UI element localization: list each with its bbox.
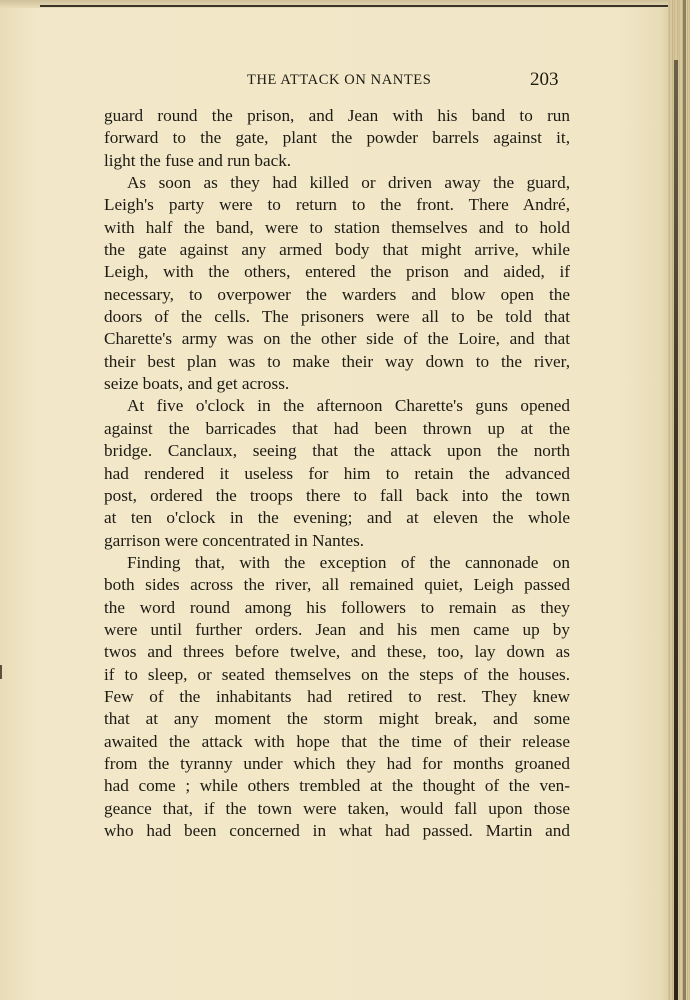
text-line: doors of the cells. The prisoners were all to be told that [104, 307, 570, 327]
text-line: the gate against any armed body that might arrive, while [104, 240, 570, 260]
text-line: forward to the gate, plant the powder barrels against it, [104, 128, 570, 148]
text-line: guard round the prison, and Jean with his band to run [104, 106, 570, 125]
text-line: who had been concerned in what had passed. Martin and [104, 821, 570, 840]
text-line: had rendered it useless for him to retain the advanced [104, 463, 570, 483]
text-line: Finding that, with the exception of the cannonade on [127, 552, 570, 572]
text-line: necessary, to overpower the warders and blow open the [104, 284, 570, 304]
text-line: twos and threes before twelve, and these, too, lay down as [104, 642, 570, 662]
text-line: seize boats, and get across. [104, 374, 290, 394]
text-line: Few of the inhabitants had retired to rest. They knew [104, 686, 570, 706]
text-line: were until further orders. Jean and his men came up by [104, 619, 570, 639]
binding-shadow [674, 60, 678, 1000]
text-line: light the fuse and run back. [104, 150, 292, 170]
text-line: if to sleep, or seated themselves on the steps of the houses. [104, 664, 570, 684]
text-line: As soon as they had killed or driven away the guard, [127, 173, 570, 193]
text-line: against the barricades that had been thrown up at the [104, 418, 570, 438]
text-line: Charette's army was on the other side of the Loire, and that [104, 329, 570, 349]
text-line: both sides across the river, all remained quiet, Leigh passed [104, 575, 570, 595]
text-line: bridge. Canclaux, seeing that the attack upon the north [104, 441, 570, 461]
text-line: at ten o'clock in the evening; and at eleven the whole [104, 508, 570, 528]
text-line: awaited the attack with hope that the time of their release [104, 731, 570, 751]
text-line: had come ; while others trembled at the thought of the ven- [104, 776, 570, 796]
text-line: geance that, if the town were taken, would fall upon those [104, 798, 570, 818]
margin-mark [0, 665, 2, 679]
top-edge-rule [40, 5, 690, 7]
page-header [0, 68, 690, 98]
text-line: that at any moment the storm might break, and some [104, 709, 570, 729]
text-line: At five o'clock in the afternoon Charette's guns opened [127, 396, 570, 416]
text-line: their best plan was to make their way down to the river, [104, 351, 570, 371]
running-head: THE ATTACK ON NANTES [247, 72, 432, 88]
text-line: with half the band, were to station themselves and to hold [104, 217, 570, 237]
text-line: Leigh, with the others, entered the prison and aided, if [104, 262, 570, 282]
page-number: 203 [530, 69, 559, 90]
page-gutter-edge [668, 0, 690, 1000]
text-line: from the tyranny under which they had for months groaned [104, 753, 570, 773]
text-line: the word round among his followers to remain as they [104, 597, 570, 617]
body-text [104, 105, 570, 842]
binding-edge [683, 0, 686, 1000]
text-line: post, ordered the troops there to fall back into the town [104, 485, 570, 505]
text-line: Leigh's party were to return to the front. There André, [104, 195, 570, 215]
text-line: garrison were concentrated in Nantes. [104, 530, 365, 550]
